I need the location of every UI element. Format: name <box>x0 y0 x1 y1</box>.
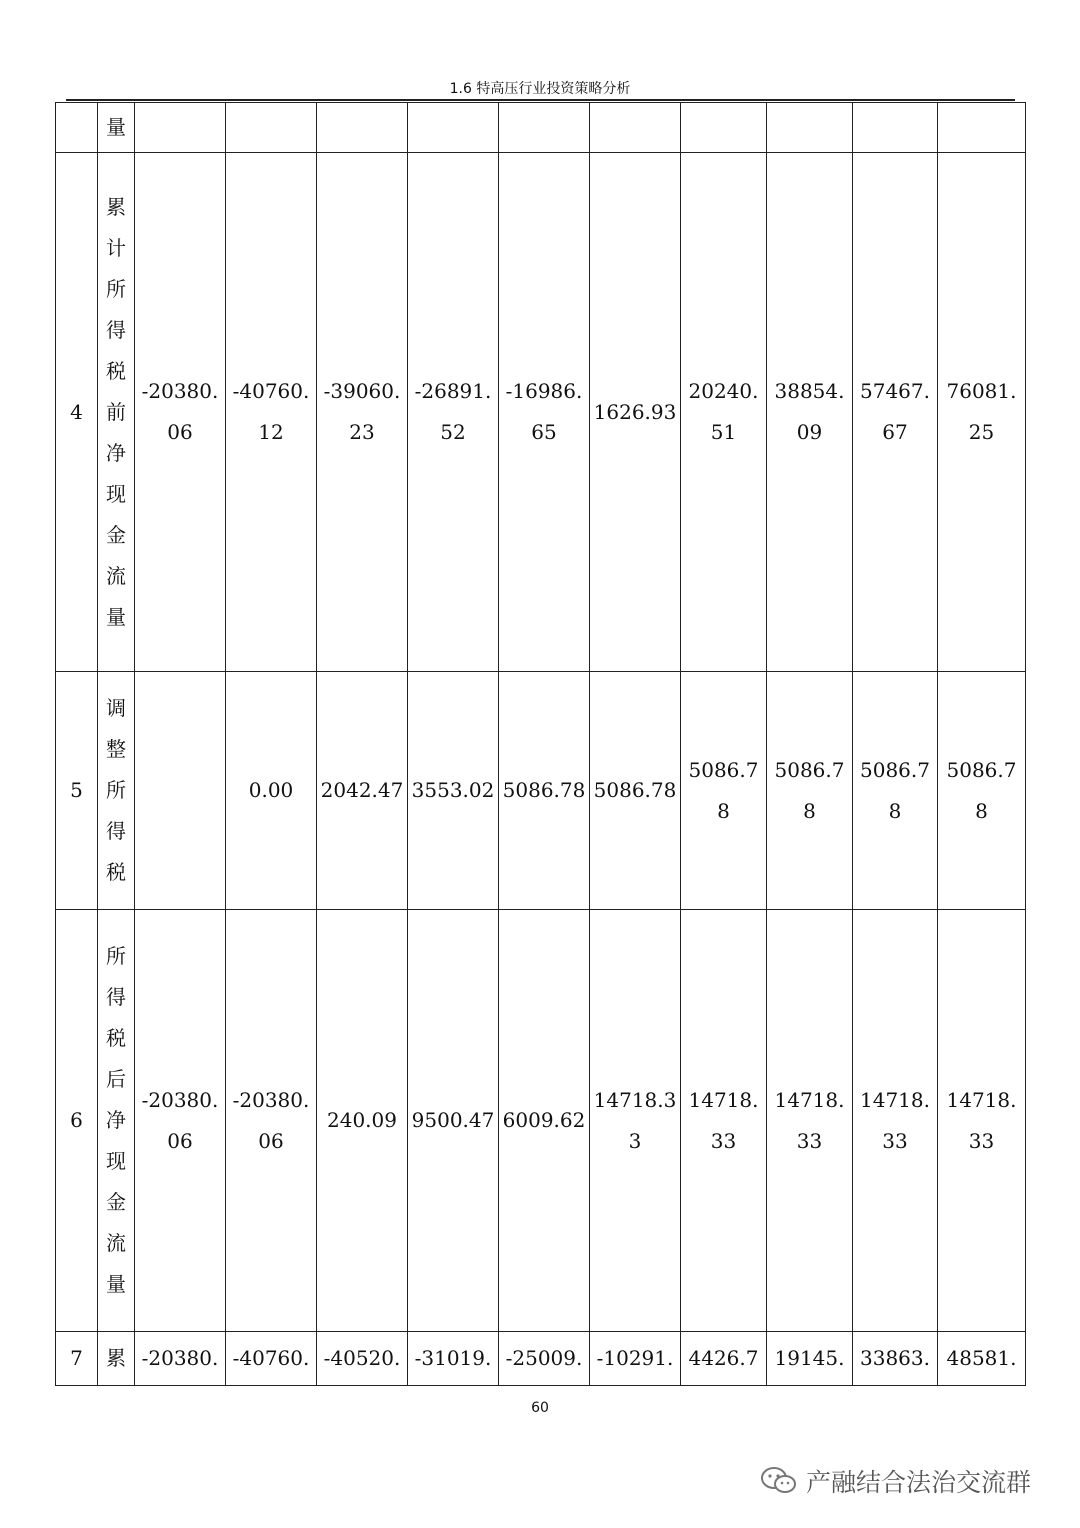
row-label: 累 <box>98 1332 135 1386</box>
page-number: 60 <box>531 1400 549 1416</box>
value-cell: 1626.93 <box>590 153 681 672</box>
value-cell: -40520. <box>317 1332 408 1386</box>
value-cell: 3553.02 <box>408 672 499 910</box>
row-number: 5 <box>56 672 98 910</box>
value-cell: 0.00 <box>226 672 317 910</box>
value-cell: -20380. <box>135 1332 226 1386</box>
value-cell <box>853 103 938 153</box>
value-cell <box>135 672 226 910</box>
value-cell: -20380. 06 <box>226 910 317 1332</box>
value-cell <box>408 103 499 153</box>
value-cell: -10291. <box>590 1332 681 1386</box>
value-cell: -40760. 12 <box>226 153 317 672</box>
wechat-icon <box>760 1466 798 1496</box>
row-number: 6 <box>56 910 98 1332</box>
value-cell: 14718.3 3 <box>590 910 681 1332</box>
value-cell <box>938 103 1026 153</box>
value-cell <box>226 103 317 153</box>
value-cell: 57467. 67 <box>853 153 938 672</box>
value-cell <box>499 103 590 153</box>
row-label: 调 整 所 得 税 <box>98 672 135 910</box>
value-cell: 20240. 51 <box>681 153 767 672</box>
value-cell: -39060. 23 <box>317 153 408 672</box>
value-cell <box>317 103 408 153</box>
value-cell: 76081. 25 <box>938 153 1026 672</box>
value-cell: 240.09 <box>317 910 408 1332</box>
value-cell: 14718. 33 <box>681 910 767 1332</box>
value-cell: 9500.47 <box>408 910 499 1332</box>
header-rule <box>66 99 1015 101</box>
page-header-title: 1.6 特高压行业投资策略分析 <box>449 81 631 97</box>
value-cell: 6009.62 <box>499 910 590 1332</box>
row-number <box>56 103 98 153</box>
value-cell: 5086.7 8 <box>681 672 767 910</box>
row-label: 所 得 税 后 净 现 金 流 量 <box>98 910 135 1332</box>
watermark-text: 产融结合法治交流群 <box>806 1468 1032 1497</box>
value-cell: 5086.78 <box>499 672 590 910</box>
row-number: 7 <box>56 1332 98 1386</box>
value-cell: 5086.7 8 <box>853 672 938 910</box>
value-cell: 5086.7 8 <box>767 672 853 910</box>
table-row <box>56 910 1026 1332</box>
value-cell: 5086.78 <box>590 672 681 910</box>
value-cell: 38854. 09 <box>767 153 853 672</box>
value-cell <box>590 103 681 153</box>
value-cell <box>767 103 853 153</box>
value-cell: -25009. <box>499 1332 590 1386</box>
value-cell: 14718. 33 <box>938 910 1026 1332</box>
row-label: 量 <box>98 103 135 153</box>
value-cell: -16986. 65 <box>499 153 590 672</box>
value-cell: 33863. <box>853 1332 938 1386</box>
value-cell: 19145. <box>767 1332 853 1386</box>
row-number: 4 <box>56 153 98 672</box>
value-cell: -20380. 06 <box>135 910 226 1332</box>
table-row <box>56 1332 1026 1386</box>
table-row <box>56 672 1026 910</box>
table-row <box>56 153 1026 672</box>
value-cell: 5086.7 8 <box>938 672 1026 910</box>
value-cell: 2042.47 <box>317 672 408 910</box>
value-cell <box>135 103 226 153</box>
value-cell: 4426.7 <box>681 1332 767 1386</box>
value-cell: -26891. 52 <box>408 153 499 672</box>
value-cell: 14718. 33 <box>853 910 938 1332</box>
value-cell: 14718. 33 <box>767 910 853 1332</box>
value-cell: -40760. <box>226 1332 317 1386</box>
value-cell: -20380. 06 <box>135 153 226 672</box>
cash-flow-table <box>55 102 1026 1386</box>
value-cell: 48581. <box>938 1332 1026 1386</box>
watermark <box>760 1463 1031 1499</box>
value-cell: -31019. <box>408 1332 499 1386</box>
value-cell <box>681 103 767 153</box>
table-row <box>56 103 1026 153</box>
row-label: 累 计 所 得 税 前 净 现 金 流 量 <box>98 153 135 672</box>
